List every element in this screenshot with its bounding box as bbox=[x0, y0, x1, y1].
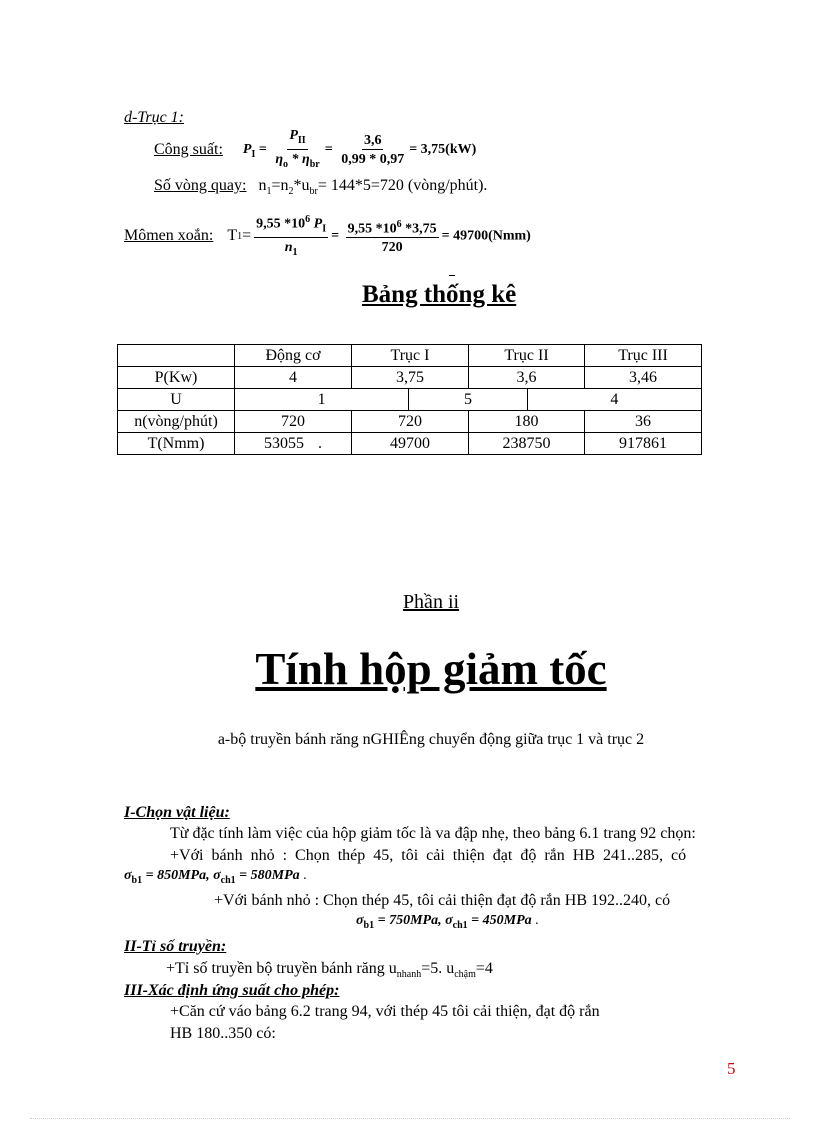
footer-divider bbox=[30, 1118, 790, 1119]
section1-formula1: $\sigma_{b1} = 850MPa$, $\sigma_{ch1} = 580MPa$ . bbox=[124, 868, 307, 886]
section2-line: +Tỉ số truyền bộ truyền bánh răng $u_{nhanh}=5$. $u_{chậm}=4$ bbox=[166, 960, 493, 981]
table-cell-u-values bbox=[235, 389, 702, 411]
stats-table bbox=[117, 344, 702, 455]
table-cell: 917861 bbox=[585, 433, 702, 455]
section1-line2: +Với bánh nhỏ : Chọn thép 45, tôi cải thiện đạt độ rắn HB 241..285, có bbox=[170, 847, 687, 864]
tick-mark bbox=[449, 275, 455, 276]
table-cell: P(Kw) bbox=[118, 367, 235, 389]
u-value-2: 5 bbox=[409, 389, 528, 410]
table-row-p bbox=[118, 367, 702, 389]
torque-formula: $\frac{9,55 *10^6 P_I}{n_1}$ = $\frac{9,55 *10^6 *3,75}{720}$ = 49700(Nmm) bbox=[256, 213, 531, 259]
section-d-heading: d-Trục 1: bbox=[124, 109, 184, 126]
part-label: Phần ii bbox=[402, 591, 460, 613]
power-row bbox=[154, 128, 477, 170]
table-cell: Trục I bbox=[352, 345, 469, 367]
table-row-n bbox=[118, 411, 702, 433]
table-cell: 3,46 bbox=[585, 367, 702, 389]
table-cell: Trục II bbox=[469, 345, 585, 367]
section3-line2: HB 180..350 có: bbox=[170, 1025, 276, 1042]
speed-formula: $n_1=n_2*u_{br}= 144*5=720$ (vòng/phút). bbox=[258, 177, 488, 198]
table-cell: 3,75 bbox=[352, 367, 469, 389]
table-cell: 720 bbox=[235, 411, 352, 433]
table-cell: U bbox=[118, 389, 235, 411]
power-label: Công suất: bbox=[154, 141, 223, 158]
speed-row bbox=[154, 177, 487, 197]
torque-label: Mômen xoắn: bbox=[124, 227, 214, 244]
u-value-3: 4 bbox=[610, 391, 619, 408]
table-cell: 36 bbox=[585, 411, 702, 433]
table-cell: 53055 . bbox=[235, 433, 352, 455]
subtitle: a-bộ truyền bánh răng nGHIÊng chuyển động giữa trục 1 và trục 2 bbox=[217, 731, 645, 748]
section1-heading: I-Chọn vật liệu: bbox=[124, 804, 230, 821]
table-cell: T(Nmm) bbox=[118, 433, 235, 455]
table-cell: 49700 bbox=[352, 433, 469, 455]
table-cell bbox=[118, 345, 235, 367]
torque-row: Mômen xoắn: T 1 = $\frac{9,55 *10^6 P_I}{n_1}$ = $\frac{9,55 *10^6 *3,75}{720}$ = 49700(Nmm) bbox=[124, 213, 531, 259]
u-value-1: 1 bbox=[235, 389, 409, 410]
table-cell: 3,6 bbox=[469, 367, 585, 389]
part-title: Tính hộp giảm tốc bbox=[255, 644, 607, 694]
table-title: Bảng thống kê bbox=[362, 281, 517, 308]
section2-heading: II-Tỉ số truyền: bbox=[124, 938, 227, 955]
section3-line1: +Căn cứ váo bảng 6.2 trang 94, với thép 45 tôi cải thiện, đạt độ rắn bbox=[170, 1003, 600, 1020]
page-number: 5 bbox=[727, 1059, 736, 1078]
table-cell: 238750 bbox=[469, 433, 585, 455]
table-row-u bbox=[118, 389, 702, 411]
table-cell: Động cơ bbox=[235, 345, 352, 367]
section1-line1: Từ đặc tính làm việc của hộp giảm tốc là va đập nhẹ, theo bảng 6.1 trang 92 chọn: bbox=[170, 825, 696, 842]
section1-formula2: $\sigma_{b1} = 750MPa$, $\sigma_{ch1} = 450MPa$ . bbox=[356, 913, 539, 931]
section3-heading: III-Xác định ứng suất cho phép: bbox=[124, 982, 340, 999]
power-formula: $P_I$ = $\frac{P_{II}}{\eta_o * \eta_{br}}$ = $\frac{3,6}{0,99 * 0,97}$ = 3,75(kW) bbox=[242, 128, 477, 170]
torque-lhs: T bbox=[227, 227, 238, 244]
table-cell: 720 bbox=[352, 411, 469, 433]
table-header-row bbox=[118, 345, 702, 367]
table-cell: 180 bbox=[469, 411, 585, 433]
table-cell: n(vòng/phút) bbox=[118, 411, 235, 433]
speed-label: Số vòng quay: bbox=[154, 177, 247, 194]
table-cell: Trục III bbox=[585, 345, 702, 367]
table-row-t bbox=[118, 433, 702, 455]
section1-line3: +Với bánh nhỏ : Chọn thép 45, tôi cải thiện đạt độ rắn HB 192..240, có bbox=[214, 892, 671, 909]
table-cell: 4 bbox=[235, 367, 352, 389]
